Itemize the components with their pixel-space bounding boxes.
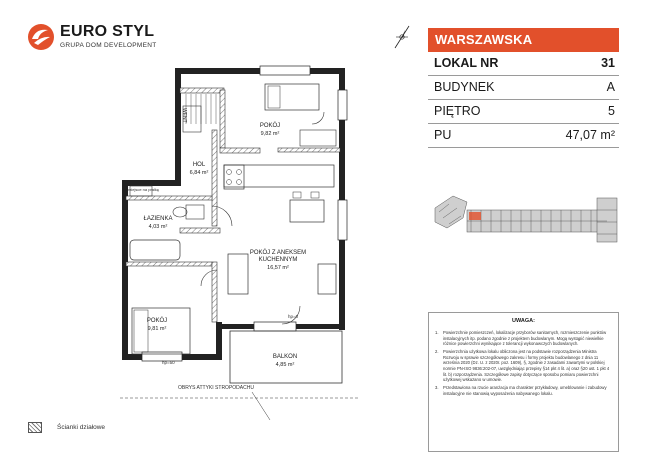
room-label-pokoj-1 [260,123,280,137]
room-name: ŁAZIENKA [143,216,173,222]
room-name: BALKON [272,354,298,360]
apartment-highlight-marker [469,212,481,220]
room-label-pokoj-z-aneksem [250,242,306,279]
info-row-budynek [428,76,619,100]
notes-title: UWAGA: [512,318,535,324]
apartment-info-panel [428,28,619,148]
room-label-pokoj-2 [147,318,167,332]
room-name: HOL [192,162,206,168]
room-name: POKÓJ [259,123,281,129]
shaft-label: WENT [181,108,187,123]
lokal-value: 31 [601,56,615,70]
washer-label: miejsce na pralkę [128,187,160,192]
legend-label: Ścianki działowe [57,424,106,431]
lokal-label: LOKAL NR [434,56,499,70]
room-name: POKÓJ [146,318,168,324]
note-item: 3. Przedstawiona na rzucie aranżacja ma charakter przykładowy, umeblowanie i zabudowy instalacyjne nie stanowią wyposażenia nabywanego lokalu. [435,385,607,396]
pietro-label: PIĘTRO [434,104,481,118]
info-row-pietro [428,100,619,124]
note-item: 1. Powierzchnie pomieszczeń, lokalizacje przyborów sanitarnych, rozmieszczenie punktów instalacyjnych itp. podano zgodnie z projektem budowlanym. Mogą wystąpić niewielkie różnice powierzchni wynikające z tolerancji wykonawczych budowlanych. [435,330,607,347]
room-area: 9,82 m² [260,130,280,137]
budynek-label: BUDYNEK [434,80,495,94]
notes-list [435,330,612,398]
room-label-balkon [273,354,297,368]
attic-outline-note: OBRYS ATTYKI STROPODACHU [178,385,254,391]
note-item: 2. Powierzchnia użytkowa lokalu obliczona jest na podstawie rozporządzenia Ministra Rozwoju w sprawie szczegółowego zakresu i formy projektu budowlanego z dnia 11 września 2020 (Dz. U. z 2020r. poz. 1609), §, zgodnie z zasadami zawartymi w polskiej normie PN-ISO 9836:202-07, uwzględniając przepisy §14 pkt 4 lit. a) oraz §20 ust. 1 pkt 4 lit. b) rozporządzenia. Szczegółowe zapisy dotyczące sposobu pomiaru powierzchni użytkowej wskazano w umowie. [435,349,610,383]
partition-wall-legend-swatch [28,422,42,433]
info-row-pu [428,124,619,148]
hp-room-label: hp=50 [162,360,175,365]
room-area: 4,85 m² [275,361,295,368]
room-area: 9,81 m² [147,325,167,332]
room-name: POKÓJ Z ANEKSEM KUCHENNYM [249,249,307,263]
budynek-value: A [606,80,615,94]
building-location-map [433,188,619,254]
brand-subtitle: GRUPA DOM DEVELOPMENT [60,42,157,49]
info-row-lokal [428,52,619,76]
notes-box [428,312,619,452]
pietro-value: 5 [608,104,615,118]
pu-value: 47,07 m² [565,128,615,142]
room-area: 6,84 m² [189,169,209,176]
room-label-lazienka [143,216,172,230]
hp-balcony-label: hp=0 [288,314,299,319]
room-area: 16,57 m² [267,264,289,271]
room-label-hol [190,162,209,176]
pu-label: PU [434,128,452,142]
room-area: 4,03 m² [148,223,168,230]
investment-name: WARSZAWSKA [428,28,619,52]
brand-name: EURO STYL [60,23,155,40]
